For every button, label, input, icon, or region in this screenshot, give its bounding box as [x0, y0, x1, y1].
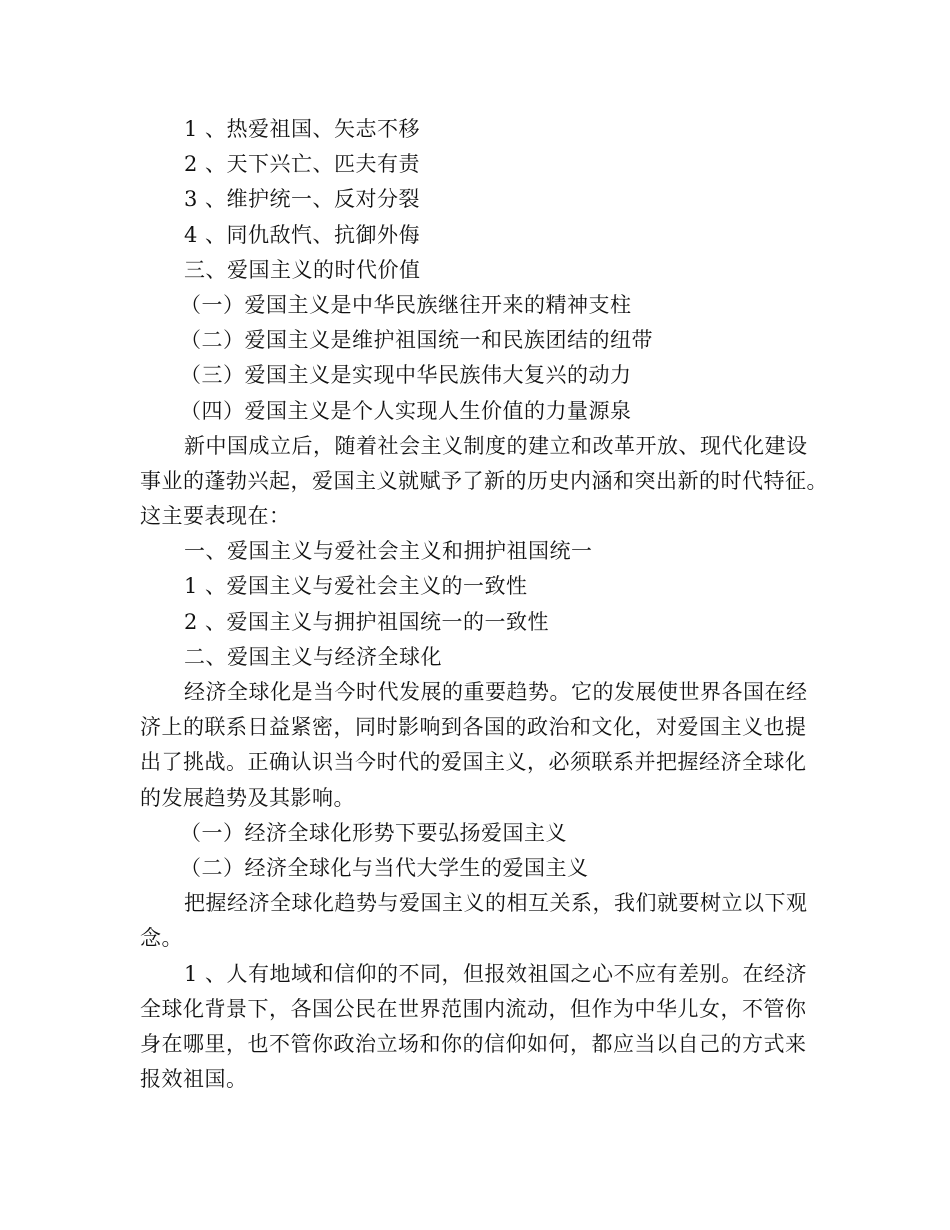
text-line: 1 、热爱祖国、矢志不移	[184, 117, 421, 141]
text-line: （二）爱国主义是维护祖国统一和民族团结的纽带	[180, 328, 653, 353]
text-line: （三）爱国主义是实现中华民族伟大复兴的动力	[180, 363, 632, 388]
text-line: 这主要表现在：	[140, 504, 291, 529]
text-line: 出了挑战。正确认识当今时代的爱国主义，必须联系并把握经济全球化	[140, 750, 807, 775]
text-line: 1 、爱国主义与爱社会主义的一致性	[184, 574, 528, 599]
text-line: （四）爱国主义是个人实现人生价值的力量源泉	[180, 398, 632, 423]
text-line: 念。	[140, 926, 183, 951]
text-line: 身在哪里，也不管你政治立场和你的信仰如何，都应当以自己的方式来	[140, 1031, 807, 1056]
text-line: 2 、天下兴亡、匹夫有责	[184, 152, 421, 177]
text-line: 的发展趋势及其影响。	[140, 785, 355, 810]
text-line: 2 、爱国主义与拥护祖国统一的一致性	[184, 609, 550, 634]
text-line: 新中国成立后，随着社会主义制度的建立和改革开放、现代化建设	[184, 433, 808, 458]
text-line: 全球化背景下，各国公民在世界范围内流动，但作为中华儿女，不管你	[140, 996, 807, 1021]
text-line: 把握经济全球化趋势与爱国主义的相互关系，我们就要树立以下观	[184, 891, 808, 916]
document-body	[140, 112, 828, 1097]
text-line: 济上的联系日益紧密，同时影响到各国的政治和文化，对爱国主义也提	[140, 715, 807, 740]
text-line: 经济全球化是当今时代发展的重要趋势。它的发展使世界各国在经	[184, 680, 808, 704]
text-line: 二、爱国主义与经济全球化	[184, 644, 442, 669]
text-line: 4 、同仇敌忾、抗御外侮	[184, 222, 421, 247]
text-line: 事业的蓬勃兴起，爱国主义就赋予了新的历史内涵和突出新的时代特征。	[140, 468, 828, 493]
text-line: 三、爱国主义的时代价值	[184, 257, 421, 282]
text-line: 一、爱国主义与爱社会主义和拥护祖国统一	[184, 539, 593, 564]
text-line: 3 、维护统一、反对分裂	[184, 187, 421, 212]
text-line: 报效祖国。	[140, 1067, 248, 1092]
text-line: 1 、人有地域和信仰的不同，但报效祖国之心不应有差别。在经济	[184, 961, 808, 986]
text-line: （二）经济全球化与当代大学生的爱国主义	[180, 855, 589, 880]
text-line: （一）经济全球化形势下要弘扬爱国主义	[180, 820, 567, 845]
text-line: （一）爱国主义是中华民族继往开来的精神支柱	[180, 292, 632, 317]
